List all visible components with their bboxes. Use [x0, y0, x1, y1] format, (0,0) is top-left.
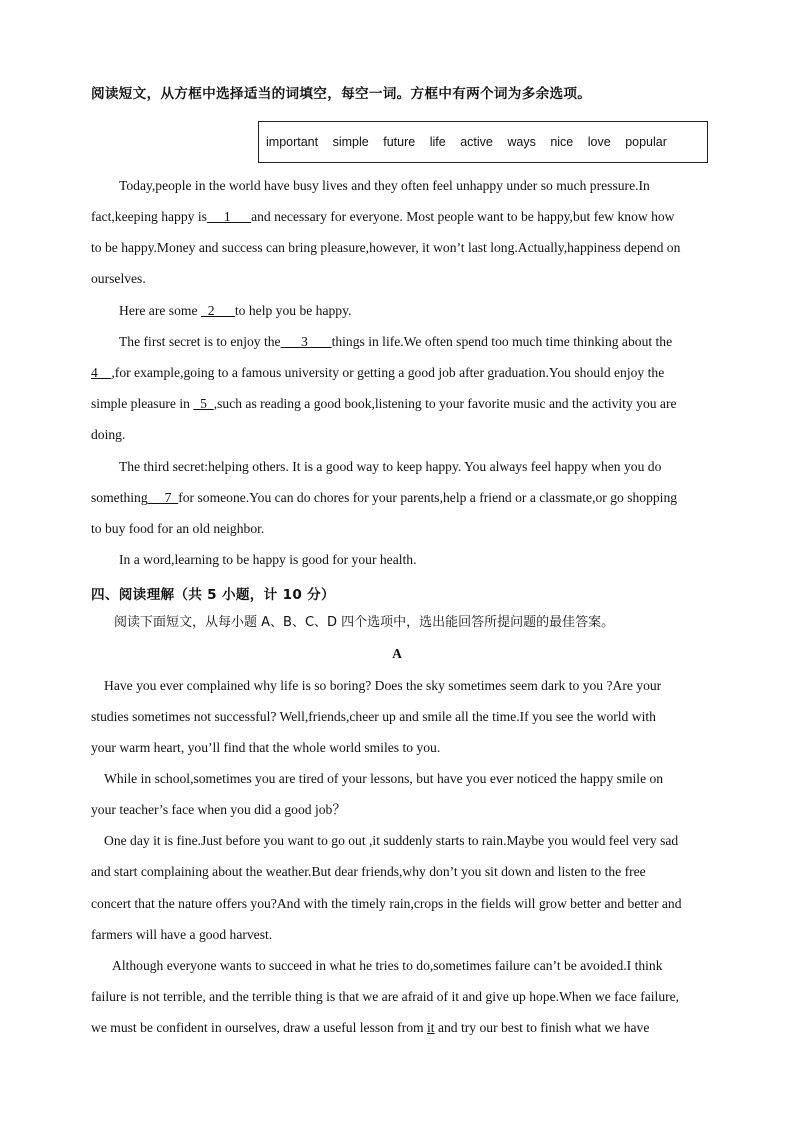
passage-label: A	[392, 646, 402, 661]
blank-1: 1	[206, 209, 252, 224]
word-option: life	[429, 135, 446, 149]
passage1-line: Today,people in the world have busy lives and they often feel unhappy under so much pressure.In	[119, 178, 650, 193]
passage2-line: and start complaining about the weather.But dear friends,why don’t you sit down and listen to the free	[91, 864, 646, 879]
passage2-line: your teacher’s face when you did a good job？	[91, 802, 346, 817]
passage2-line: concert that the nature offers you?And with the timely rain,crops in the fields will grow better and better and	[91, 896, 682, 911]
passage1-line: 4 ,for example,going to a famous university or getting a good job after graduation.You should enjoy the	[91, 365, 665, 380]
word-option: love	[587, 135, 611, 149]
blank-2: 2	[200, 303, 235, 318]
passage2-line: Although everyone wants to succeed in what he tries to do,sometimes failure can’t be avoided.I think	[112, 958, 663, 973]
passage2-line: studies sometimes not successful? Well,friends,cheer up and smile all the time.If you see the world with	[91, 709, 656, 724]
passage1-line: fact,keeping happy is 1 and necessary for everyone. Most people want to be happy,but few know how	[91, 209, 675, 224]
passage2-line: failure is not terrible, and the terrible thing is that we are afraid of it and give up hope.When we face failure,	[91, 989, 680, 1004]
cloze-instruction-heading: 阅读短文，从方框中选择适当的词填空，每空一词。方框中有两个词为多余选项。	[91, 86, 592, 102]
word-option: important	[266, 135, 319, 149]
passage1-line: The first secret is to enjoy the 3 things in life.We often spend too much time thinking about the	[119, 334, 673, 349]
passage1-line: In a word,learning to be happy is good for your health.	[119, 552, 417, 567]
passage1-line: The third secret:helping others. It is a good way to keep happy. You always feel happy when you do	[119, 459, 662, 474]
passage1-line: doing.	[91, 427, 126, 442]
word-option: active	[460, 135, 493, 149]
passage2-line: your warm heart, you’ll find that the whole world smiles to you.	[91, 740, 441, 755]
blank-3: 3	[280, 334, 332, 349]
section4-title: 四、阅读理解（共 5 小题，计 10 分）	[91, 587, 335, 603]
word-choice-box	[258, 121, 708, 163]
word-option: future	[383, 135, 416, 149]
passage1-line: ourselves.	[91, 271, 146, 286]
section4-instruction: 阅读下面短文，从每小题 A、B、C、D 四个选项中，选出能回答所提问题的最佳答案。	[114, 615, 615, 630]
blank-5: 5	[193, 396, 214, 411]
underlined-word-it: it	[427, 1020, 435, 1035]
blank-7: 7	[147, 490, 179, 505]
passage1-line: simple pleasure in 5 ,such as reading a good book,listening to your favorite music and the activity you are	[91, 396, 677, 411]
passage2-line: Have you ever complained why life is so boring? Does the sky sometimes seem dark to you ?Are your	[104, 678, 662, 693]
word-option: popular	[625, 135, 667, 149]
passage1-line: to be happy.Money and success can bring pleasure,however, it won’t last long.Actually,happiness depend on	[91, 240, 681, 255]
word-option: nice	[550, 135, 574, 149]
word-option: simple	[332, 135, 369, 149]
passage2-line: we must be confident in ourselves, draw a useful lesson from it and try our best to finish what we have	[91, 1020, 650, 1035]
word-option: ways	[507, 135, 536, 149]
passage1-line: to buy food for an old neighbor.	[91, 521, 265, 536]
passage1-line: Here are some 2 to help you be happy.	[119, 303, 352, 318]
passage2-line: farmers will have a good harvest.	[91, 927, 273, 942]
passage2-line: One day it is fine.Just before you want to go out ,it suddenly starts to rain.Maybe you would feel very sad	[104, 833, 679, 848]
passage1-line: something 7 for someone.You can do chores for your parents,help a friend or a classmate,or go shopping	[91, 490, 678, 505]
passage2-line: While in school,sometimes you are tired of your lessons, but have you ever noticed the happy smile on	[104, 771, 664, 786]
blank-4: 4	[91, 365, 112, 380]
